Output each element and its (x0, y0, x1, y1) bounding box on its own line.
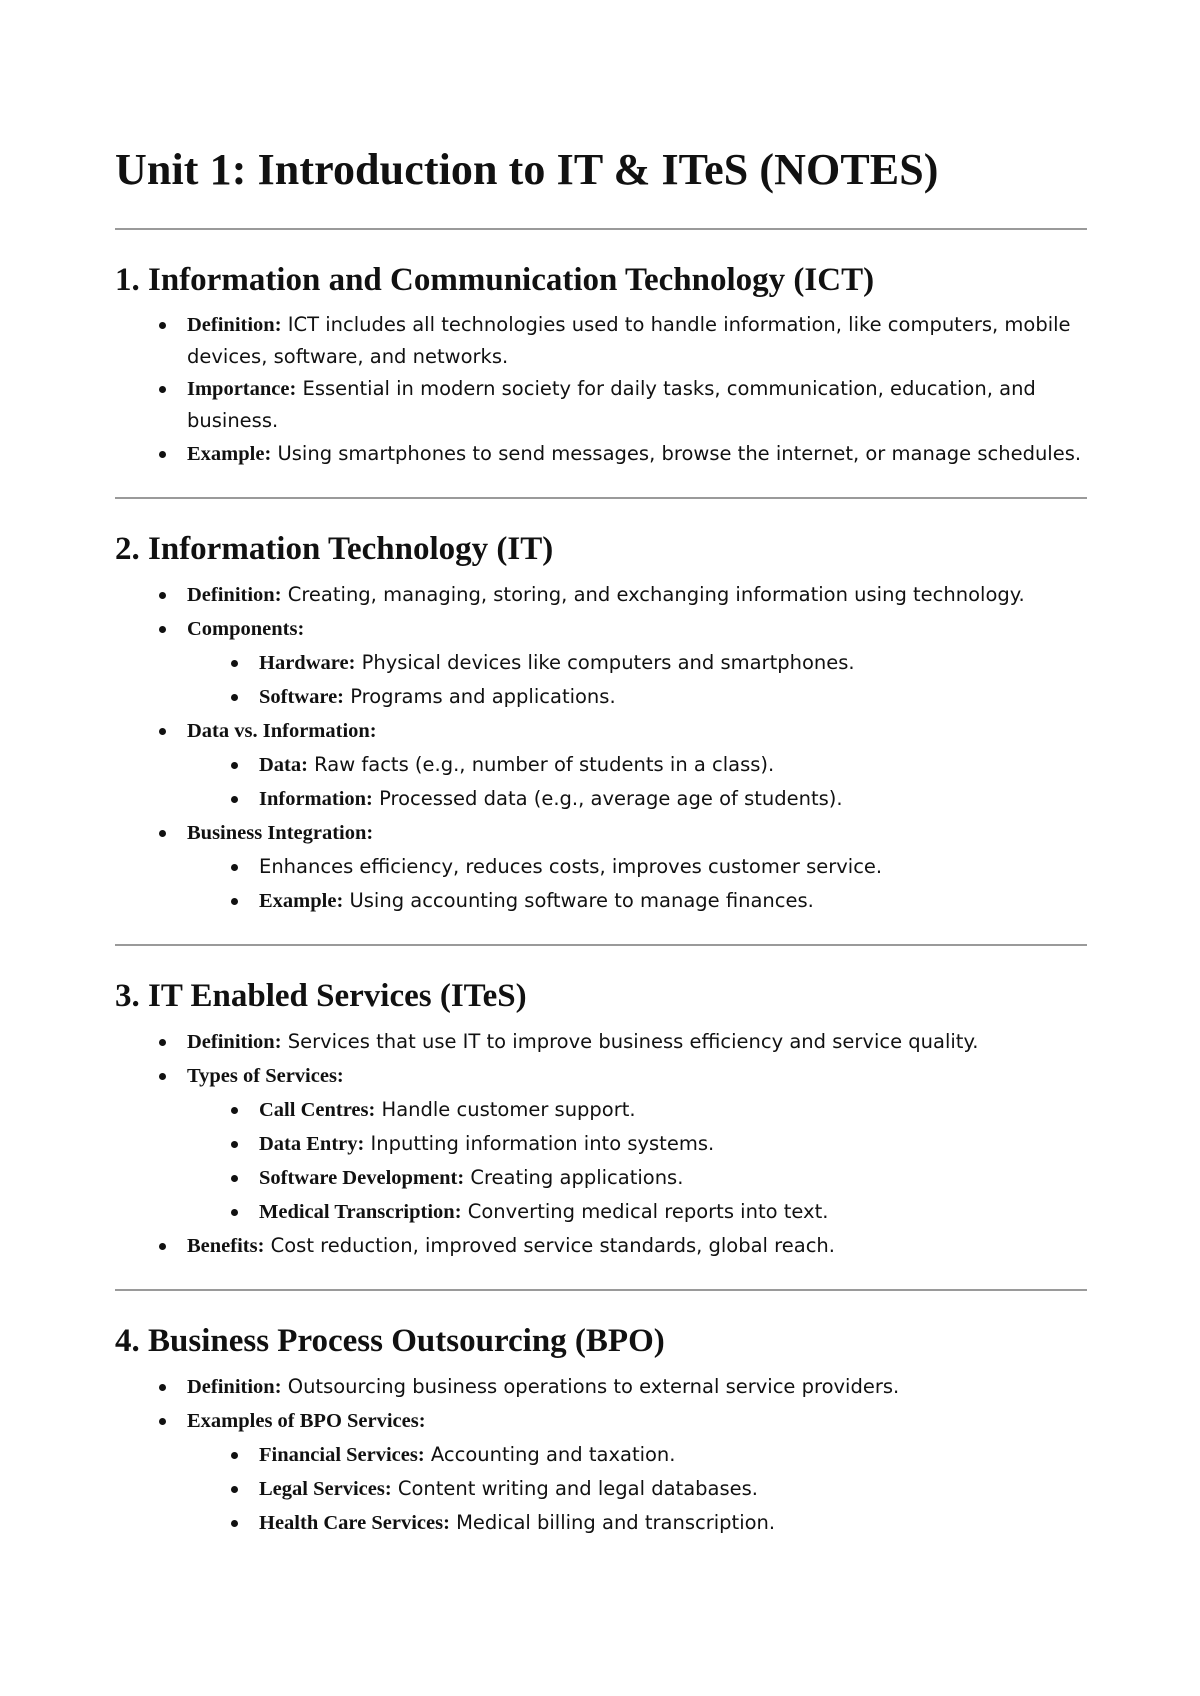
list-item: Health Care Services: Medical billing and transcription. (115, 1506, 1087, 1540)
section-heading: 4. Business Process Outsourcing (BPO) (115, 1323, 665, 1359)
list-item: Business Integration: (115, 816, 1087, 850)
page-title: Unit 1: Introduction to IT & ITeS (NOTES) (115, 145, 939, 194)
list-item: Definition: ICT includes all technologies used to handle information, like computers, mobile devices, software, and networks. (115, 309, 1087, 373)
list-item: Types of Services: (115, 1059, 1087, 1093)
section-heading: 2. Information Technology (IT) (115, 531, 554, 567)
section-it (115, 499, 1087, 944)
list-item: Financial Services: Accounting and taxation. (115, 1438, 1087, 1472)
bullet-list (115, 1025, 1087, 1289)
list-item: Software Development: Creating applications. (115, 1161, 1087, 1195)
section-ict (115, 230, 1087, 497)
section-heading: 3. IT Enabled Services (ITeS) (115, 978, 527, 1014)
list-item: Data: Raw facts (e.g., number of students in a class). (115, 748, 1087, 782)
section-ites (115, 946, 1087, 1289)
list-item: Definition: Outsourcing business operations to external service providers. (115, 1370, 1087, 1404)
section-bpo (115, 1291, 1087, 1540)
bullet-list (115, 578, 1087, 944)
list-item: Example: Using accounting software to manage finances. (115, 884, 1087, 918)
list-item: Software: Programs and applications. (115, 680, 1087, 714)
bullet-list (115, 309, 1087, 497)
bullet-list (115, 1370, 1087, 1540)
list-item: Data Entry: Inputting information into systems. (115, 1127, 1087, 1161)
list-item: Components: (115, 612, 1087, 646)
list-item: Examples of BPO Services: (115, 1404, 1087, 1438)
list-item: Call Centres: Handle customer support. (115, 1093, 1087, 1127)
section-heading: 1. Information and Communication Technology (ICT) (115, 262, 875, 298)
list-item: Definition: Creating, managing, storing, and exchanging information using technology. (115, 578, 1087, 612)
list-item: Legal Services: Content writing and legal databases. (115, 1472, 1087, 1506)
list-item: Benefits: Cost reduction, improved service standards, global reach. (115, 1229, 1087, 1263)
list-item: Medical Transcription: Converting medical reports into text. (115, 1195, 1087, 1229)
list-item: Enhances efficiency, reduces costs, improves customer service. (115, 850, 1087, 884)
list-item: Information: Processed data (e.g., average age of students). (115, 782, 1087, 816)
list-item: Hardware: Physical devices like computers and smartphones. (115, 646, 1087, 680)
list-item: Importance: Essential in modern society for daily tasks, communication, education, and business. (115, 373, 1087, 437)
list-item: Definition: Services that use IT to improve business efficiency and service quality. (115, 1025, 1087, 1059)
list-item: Data vs. Information: (115, 714, 1087, 748)
list-item: Example: Using smartphones to send messages, browse the internet, or manage schedules. (115, 437, 1087, 471)
